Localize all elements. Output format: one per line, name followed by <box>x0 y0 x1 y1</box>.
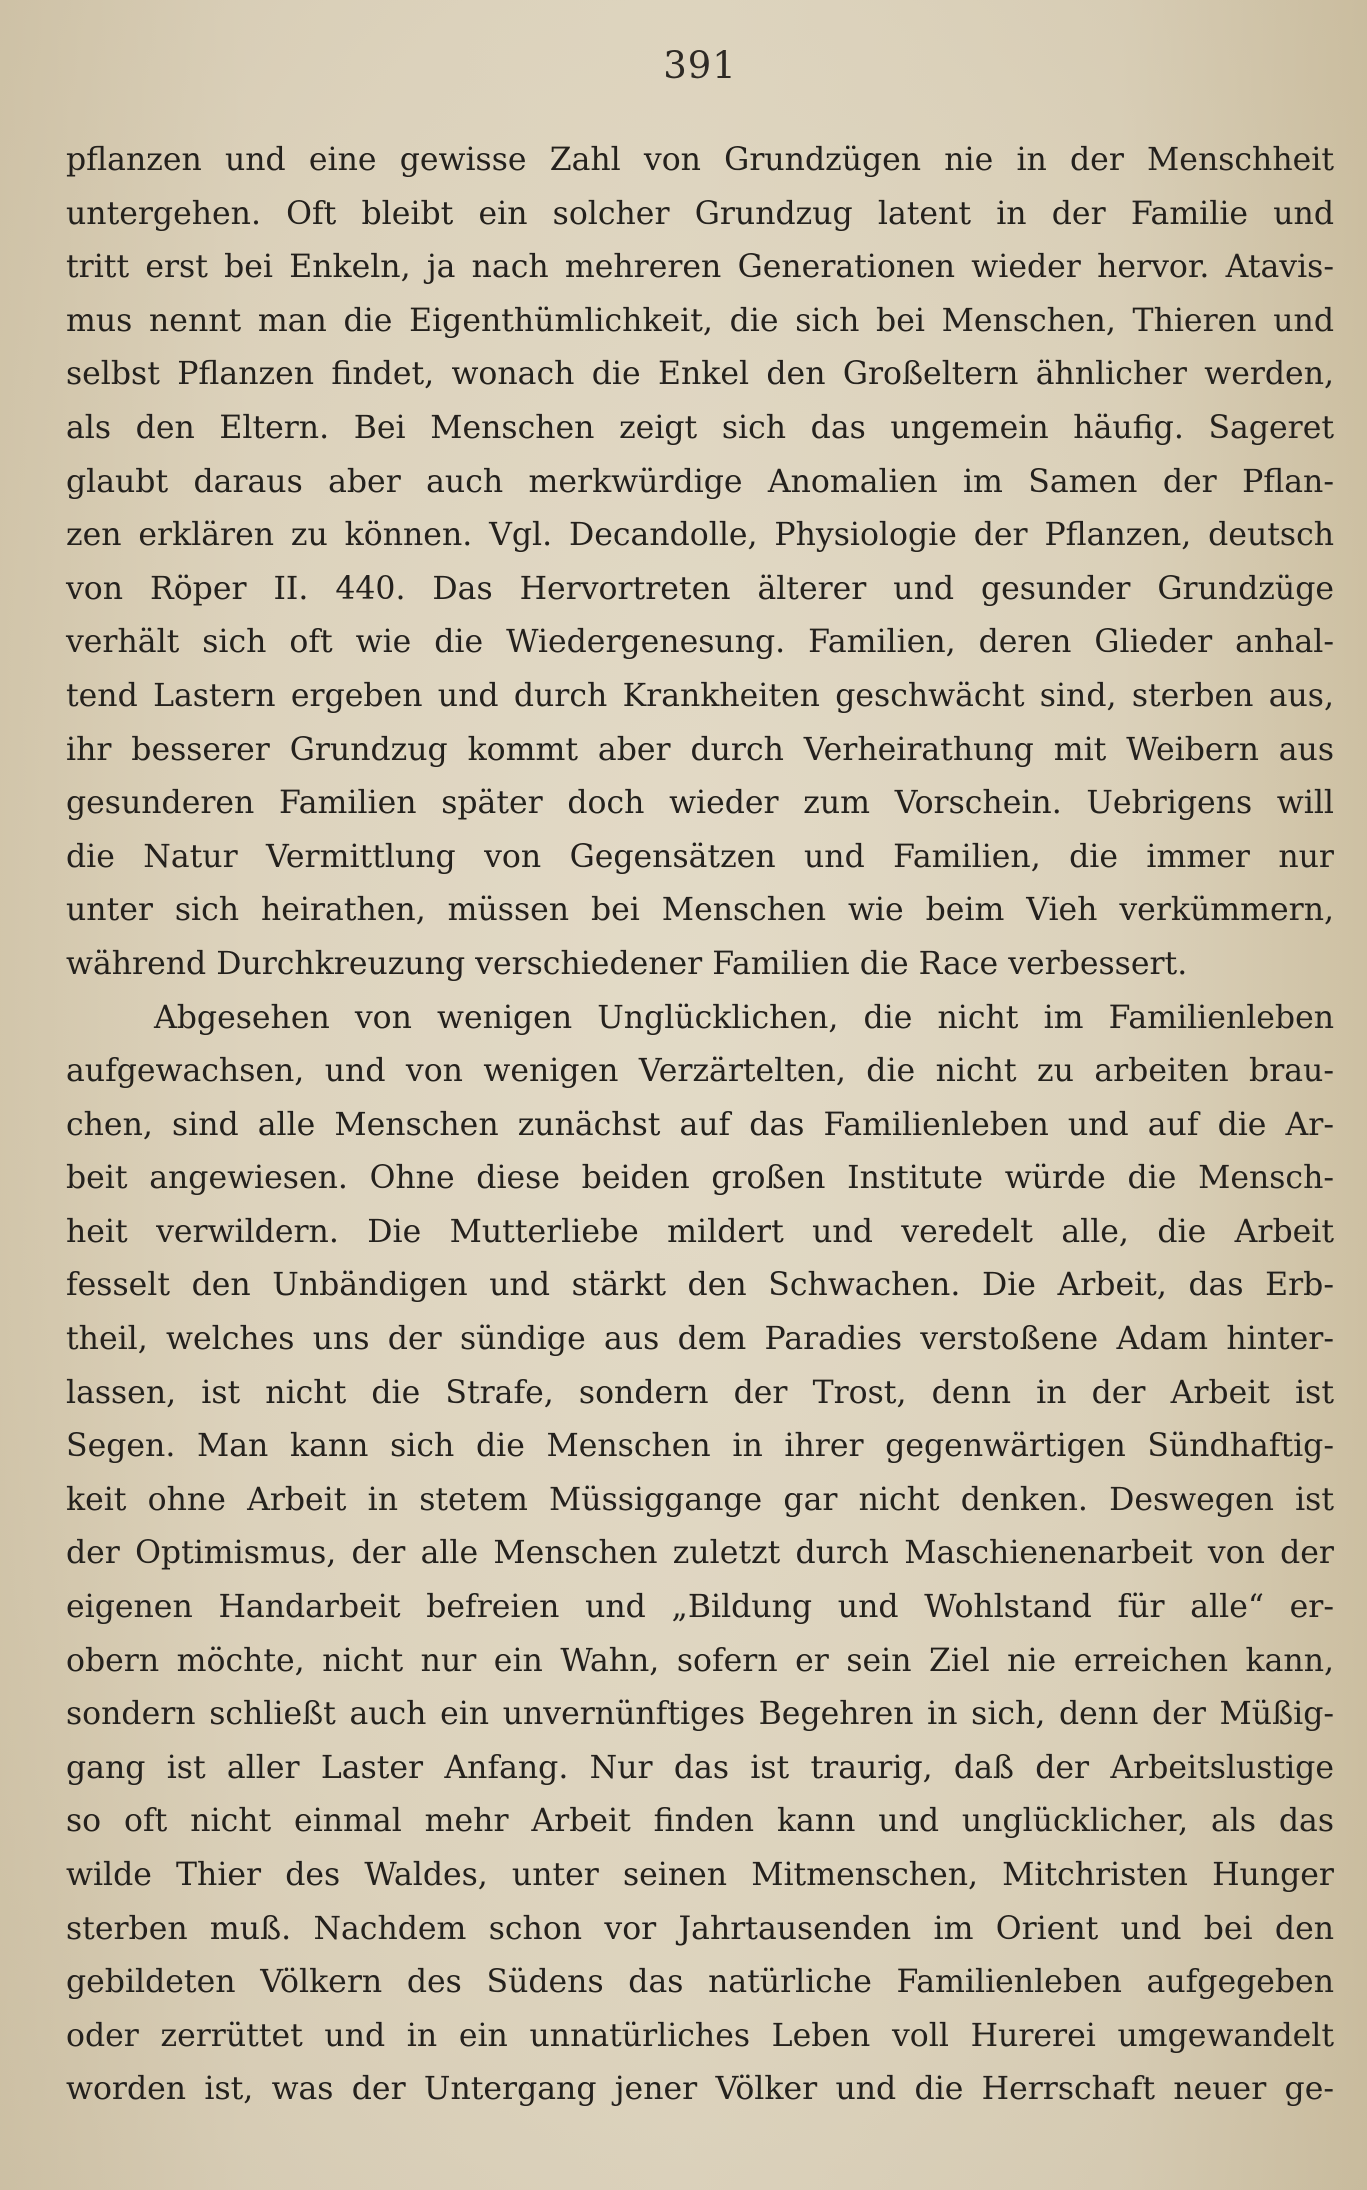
text-line: aufgewachsen, und von wenigen Verzärtelten, die nicht zu arbeiten brau- <box>66 1053 1334 1090</box>
text-line: sondern schließt auch ein unvernünftiges Begehren in sich, denn der Müßig- <box>66 1696 1334 1733</box>
text-line: sterben muß. Nachdem schon vor Jahrtausenden im Orient und bei den <box>66 1910 1334 1947</box>
text-line: gebildeten Völkern des Südens das natürliche Familienleben aufgegeben <box>66 1964 1334 2001</box>
text-line: pflanzen und eine gewisse Zahl von Grundzügen nie in der Menschheit <box>66 142 1334 178</box>
text-line: fesselt den Unbändigen und stärkt den Schwachen. Die Arbeit, das Erb- <box>66 1267 1334 1304</box>
text-line: von Röper II. 440. Das Hervortreten älterer und gesunder Grundzüge <box>66 570 1334 607</box>
text-line: unter sich heirathen, müssen bei Menschen wie beim Vieh verkümmern, <box>66 892 1334 929</box>
paragraph-1 <box>66 134 1334 992</box>
text-line: keit ohne Arbeit in stetem Müssiggange gar nicht denken. Deswegen ist <box>66 1481 1334 1518</box>
text-line: gesunderen Familien später doch wieder zum Vorschein. Uebrigens will <box>66 785 1334 822</box>
text-line: theil, welches uns der sündige aus dem Paradies verstoßene Adam hinter- <box>66 1321 1334 1358</box>
text-line: als den Eltern. Bei Menschen zeigt sich das ungemein häufig. Sageret <box>66 409 1334 446</box>
text-line: selbst Pflanzen findet, wonach die Enkel den Großeltern ähnlicher werden, <box>66 356 1334 393</box>
text-line: Abgesehen von wenigen Unglücklichen, die nicht im Familienleben <box>154 999 1334 1036</box>
text-line: gang ist aller Laster Anfang. Nur das ist traurig, daß der Arbeitslustige <box>66 1749 1334 1786</box>
text-line: tend Lastern ergeben und durch Krankheiten geschwächt sind, sterben aus, <box>66 677 1334 714</box>
body-text <box>66 134 1334 2117</box>
text-line: verhält sich oft wie die Wiedergenesung. Familien, deren Glieder anhal- <box>66 624 1334 661</box>
text-line: tritt erst bei Enkeln, ja nach mehreren Generationen wieder hervor. Atavis- <box>66 249 1334 286</box>
text-line: heit verwildern. Die Mutterliebe mildert und veredelt alle, die Arbeit <box>66 1213 1334 1250</box>
text-line: lassen, ist nicht die Strafe, sondern der Trost, denn in der Arbeit ist <box>66 1374 1334 1411</box>
text-line: eigenen Handarbeit befreien und „Bildung und Wohlstand für alle“ er- <box>66 1589 1334 1626</box>
text-line: wilde Thier des Waldes, unter seinen Mitmenschen, Mitchristen Hunger <box>66 1857 1334 1893</box>
text-line: beit angewiesen. Ohne diese beiden großen Institute würde die Mensch- <box>66 1160 1334 1197</box>
text-line: chen, sind alle Menschen zunächst auf das Familienleben und auf die Ar- <box>66 1106 1334 1143</box>
text-line: oder zerrüttet und in ein unnatürliches Leben voll Hurerei umgewandelt <box>66 2017 1334 2054</box>
paragraph-2 <box>66 992 1334 2117</box>
text-line: die Natur Vermittlung von Gegensätzen und Familien, die immer nur <box>66 838 1334 875</box>
text-line: worden ist, was der Untergang jener Völker und die Herrschaft neuer ge- <box>66 2071 1334 2108</box>
text-line: glaubt daraus aber auch merkwürdige Anomalien im Samen der Pflan- <box>66 463 1334 500</box>
text-line: ihr besserer Grundzug kommt aber durch Verheirathung mit Weibern aus <box>66 731 1334 768</box>
text-line: zen erklären zu können. Vgl. Decandolle, Physiologie der Pflanzen, deutsch <box>66 517 1334 554</box>
page-number: 391 <box>663 44 737 87</box>
text-line: mus nennt man die Eigenthümlichkeit, die sich bei Menschen, Thieren und <box>66 302 1334 339</box>
text-line: der Optimismus, der alle Menschen zuletzt durch Maschienenarbeit von der <box>66 1535 1334 1572</box>
text-line: obern möchte, nicht nur ein Wahn, sofern er sein Ziel nie erreichen kann, <box>66 1642 1334 1679</box>
text-line: untergehen. Oft bleibt ein solcher Grundzug latent in der Familie und <box>66 195 1334 232</box>
text-line: während Durchkreuzung verschiedener Familien die Race verbessert. <box>66 945 1188 982</box>
text-line: so oft nicht einmal mehr Arbeit finden kann und unglücklicher, als das <box>66 1803 1334 1840</box>
text-line: Segen. Man kann sich die Menschen in ihrer gegenwärtigen Sündhaftig- <box>66 1428 1334 1465</box>
